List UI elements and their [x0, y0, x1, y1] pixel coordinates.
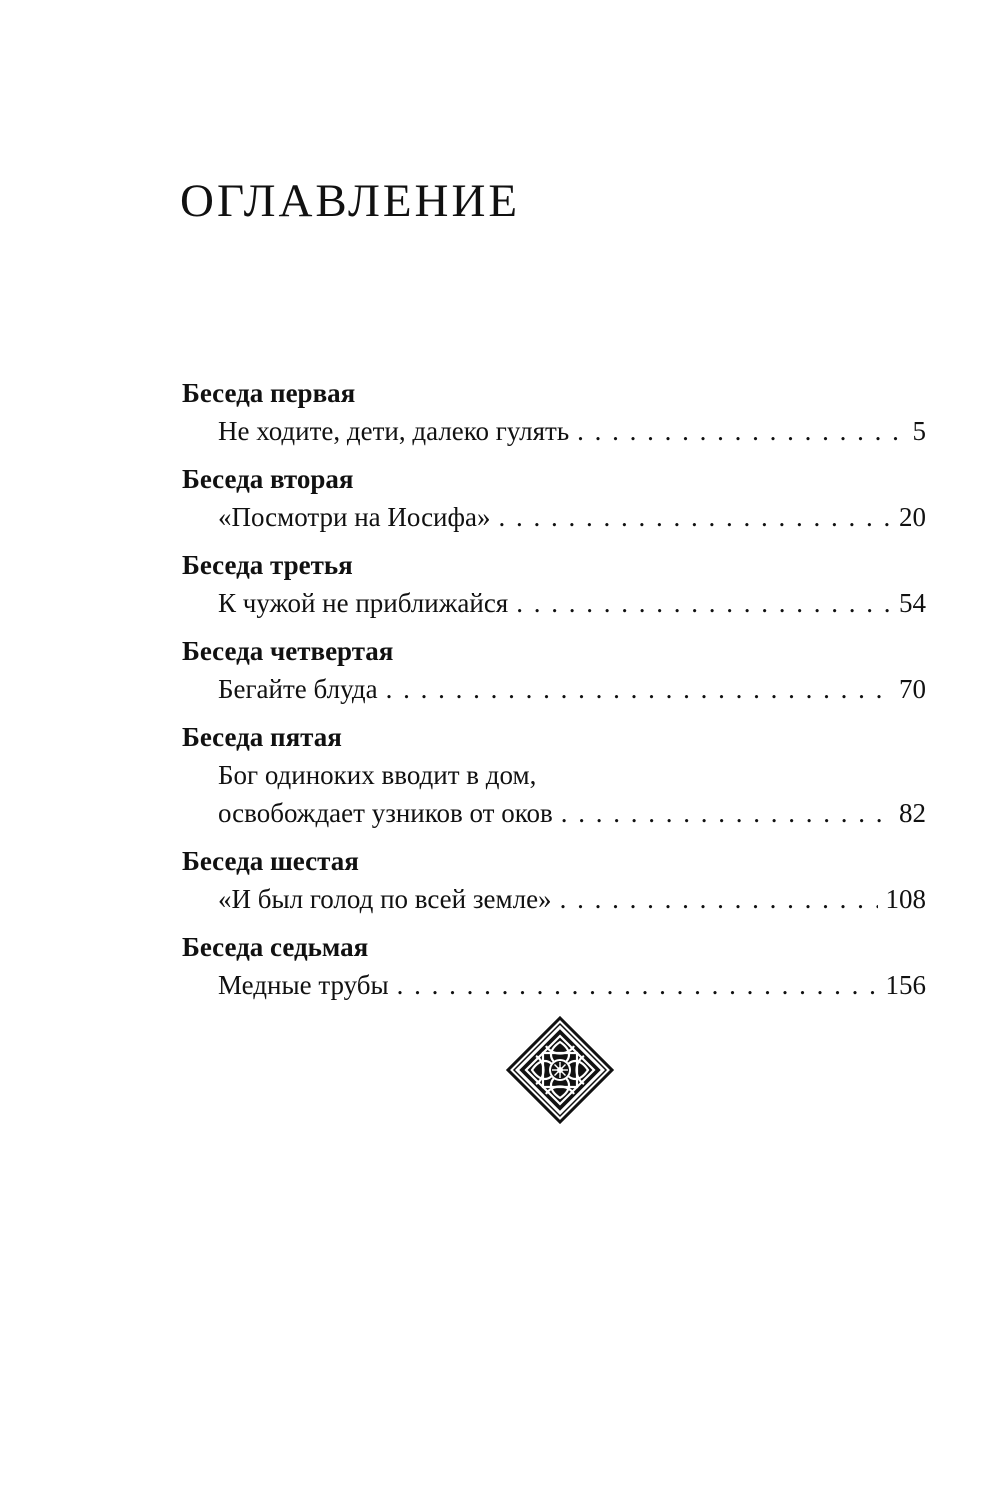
table-of-contents	[182, 374, 926, 1014]
toc-entry-line[interactable]	[218, 584, 926, 622]
toc-entry-line[interactable]	[218, 756, 926, 794]
toc-entry-7	[182, 928, 926, 1004]
dot-leader	[397, 966, 878, 1004]
toc-entry-2	[182, 460, 926, 536]
toc-entry-title-line-2: освобождает узников от оков	[218, 798, 553, 828]
toc-entry-line[interactable]	[218, 670, 926, 708]
toc-entry-heading: Беседа третья	[182, 550, 353, 580]
toc-page-number: 70	[899, 674, 926, 704]
toc-entry-line[interactable]	[218, 412, 926, 450]
dot-leader	[561, 794, 891, 832]
toc-entry-line[interactable]	[218, 794, 926, 832]
toc-entry-line[interactable]	[218, 966, 926, 1004]
dot-leader	[386, 670, 891, 708]
dot-leader	[560, 880, 878, 918]
toc-entry-title: К чужой не приближайся	[218, 588, 509, 618]
toc-entry-title: «Посмотри на Иосифа»	[218, 502, 491, 532]
toc-page-number: 20	[899, 502, 926, 532]
toc-entry-title-line-1: Бог одиноких вводит в дом,	[218, 760, 537, 790]
toc-entry-heading: Беседа четвертая	[182, 636, 394, 666]
toc-page-number: 5	[912, 416, 926, 446]
celtic-knot-diamond-icon	[506, 1016, 614, 1124]
toc-entry-title: «И был голод по всей земле»	[218, 884, 552, 914]
toc-entry-4	[182, 632, 926, 708]
toc-page-number: 156	[885, 970, 926, 1000]
toc-entry-title: Бегайте блуда	[218, 674, 378, 704]
toc-entry-heading: Беседа шестая	[182, 846, 359, 876]
toc-entry-line[interactable]	[218, 880, 926, 918]
toc-page-number: 108	[885, 884, 926, 914]
dot-leader	[498, 498, 891, 536]
toc-entry-6	[182, 842, 926, 918]
toc-entry-heading: Беседа первая	[182, 378, 356, 408]
toc-entry-line[interactable]	[218, 498, 926, 536]
toc-entry-5	[182, 718, 926, 832]
dot-leader	[516, 584, 891, 622]
toc-entry-heading: Беседа седьмая	[182, 932, 369, 962]
dot-leader	[577, 412, 904, 450]
toc-entry-3	[182, 546, 926, 622]
toc-entry-title: Медные трубы	[218, 970, 389, 1000]
toc-page-number: 54	[899, 588, 926, 618]
toc-entry-1	[182, 374, 926, 450]
toc-entry-heading: Беседа вторая	[182, 464, 354, 494]
toc-entry-heading: Беседа пятая	[182, 722, 342, 752]
toc-page-number: 82	[899, 798, 926, 828]
page-title: ОГЛАВЛЕНИЕ	[180, 175, 521, 227]
toc-entry-title: Не ходите, дети, далеко гулять	[218, 416, 570, 446]
